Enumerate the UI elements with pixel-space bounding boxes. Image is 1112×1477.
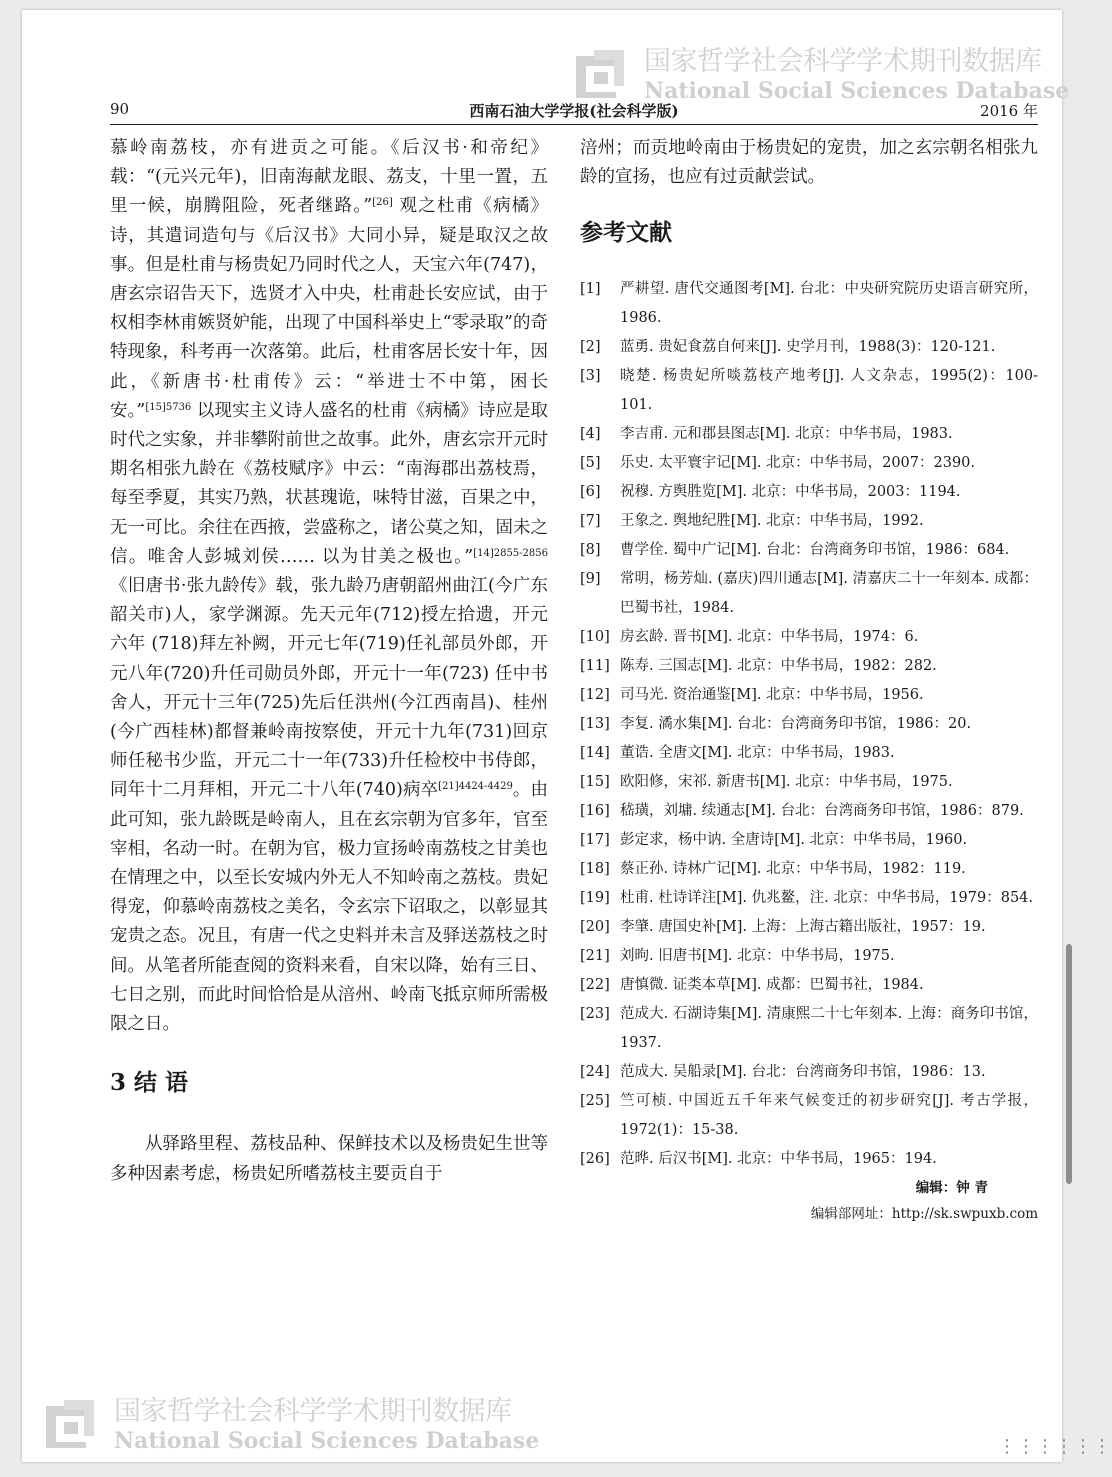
section-heading-conclusion: 3 结 语 [110,1069,189,1097]
conclusion-continuation: 涪州；而贡地岭南由于杨贵妃的宠贵，加之玄宗朝名相张九龄的宣扬，也应有过贡献尝试。 [580,138,1038,188]
reference-item [580,507,1038,536]
reference-item [580,565,1038,623]
reference-text: 曹学佺. 蜀中广记[M]. 台北：台湾商务印书馆，1986：684. [620,542,1010,559]
reference-number: [6] [580,484,601,501]
more-menu-icon[interactable]: ⋮⋮⋮⋮⋮⋮ [998,1436,1112,1457]
reference-text: 欧阳修，宋祁. 新唐书[M]. 北京：中华书局，1975. [620,774,953,791]
citation: [14]2855-2856 [473,547,548,559]
scrollbar[interactable] [1066,944,1072,1184]
body-text-1: 慕岭南荔枝，亦有进贡之可能。《后汉书·和帝纪》载：“(元兴元年)，旧南海献龙眼、荔支，十里一置，五里一候，崩腾阻险，死者继路。” [110,138,548,217]
page-header [110,96,1038,125]
reference-number: [10] [580,629,610,646]
reference-number: [21] [580,948,610,965]
reference-item [580,652,1038,681]
reference-number: [23] [580,1006,610,1023]
body-text-3: 以现实主义诗人盛名的杜甫《病橘》诗应是取时代之实象，并非攀附前世之故事。此外，唐玄宗开元时期名相张九龄在《荔枝赋序》中云：“南海郡出荔枝焉，每至季夏，其实乃熟，状甚瑰诡，味特甘滋，百果之中，无一可比。余往在西掖，尝盛称之，诸公莫之知，固未之信。唯舍人彭城刘侯…… 以为甘美之极也。” [110,400,548,567]
body-text-4: 《旧唐书·张九龄传》载，张九龄乃唐朝韶州曲江(今广东韶关市)人，家学渊源。先天元年(712)授左拾遗，开元六年 (718)拜左补阙，开元七年(719)任礼部员外郎，开元八年(720)升任司勋员外郎，开元十一年(723) 任中书舍人，开元十三年(725)先后任洪州(今江西南昌)、桂州(今广西桂林)都督兼岭南按察使，开元十九年(731)回京师任秘书少监，开元二十一年(733)升任检校中书侍郎，同年十二月拜相，开元二十八年(740)病卒 [110,576,548,801]
reference-item [580,536,1038,565]
reference-item [580,884,1038,913]
issue-year: 2016 年 [980,102,1038,120]
reference-text: 李复. 潏水集[M]. 台北：台湾商务印书馆，1986：20. [620,716,972,733]
reference-item [580,623,1038,652]
reference-text: 乐史. 太平寰宇记[M]. 北京：中华书局，2007：2390. [620,455,976,472]
reference-item [580,1145,1038,1174]
reference-text: 范成大. 吴船录[M]. 台北：台湾商务印书馆，1986：13. [620,1064,986,1081]
body-text-2: 观之杜甫《病橘》诗，其遣词造句与《后汉书》大同小异，疑是取汉之故事。但是杜甫与杨贵妃乃同时代之人，天宝六年(747)，唐玄宗诏告天下，选贤才入中央，杜甫赴长安应试，由于权相李林甫嫉贤妒能，出现了中国科举史上“零录取”的奇特现象，科考再一次落第。此后，杜甫客居长安十年，因此，《新唐书·杜甫传》云：“举进士不中第，困长安。” [110,196,549,421]
reference-number: [16] [580,803,610,820]
watermark-cn: 国家哲学社会科学学术期刊数据库 [644,46,1042,77]
reference-text: 嵇璜，刘墉. 续通志[M]. 台北：台湾商务印书馆，1986：879. [620,803,1024,820]
reference-number: [11] [580,658,610,675]
reference-number: [3] [580,368,601,385]
reference-number: [20] [580,919,610,936]
reference-item [580,420,1038,449]
reference-text: 王象之. 舆地纪胜[M]. 北京：中华书局，1992. [620,513,924,530]
reference-number: [1] [580,281,601,298]
reference-item [580,681,1038,710]
page-number: 90 [110,100,130,118]
reference-text: 彭定求，杨中讷. 全唐诗[M]. 北京：中华书局，1960. [620,832,968,849]
watermark-cn: 国家哲学社会科学学术期刊数据库 [114,1396,512,1427]
reference-item [580,1000,1038,1058]
citation: [15]5736 [145,401,192,413]
body-text-5: 。由此可知，张九龄既是岭南人，且在玄宗朝为官多年，官至宰相，名动一时。在朝为官，极力宣扬岭南荔枝之甘美也在情理之中，以至长安城内外无人不知岭南之荔枝。贵妃得宠，仰慕岭南荔枝之美名，令玄宗下诏取之，以彰显其宠贵之态。况且，有唐一代之史料并未言及驿送荔枝之时间。从笔者所能查阅的资料来看，自宋以降，始有三日、七日之别，而此时间恰恰是从涪州、岭南飞抵京师所需极限之日。 [110,780,548,1035]
reference-text: 董诰. 全唐文[M]. 北京：中华书局，1983. [620,745,895,762]
reference-number: [13] [580,716,610,733]
reference-number: [15] [580,774,610,791]
reference-text: 竺可桢. 中国近五千年来气候变迁的初步研究[J]. 考古学报，1972(1)：15-38. [620,1093,1038,1139]
references-heading: 参考文献 [580,219,672,247]
reference-number: [24] [580,1064,610,1081]
editor-credit: 编辑：钟 青 [915,1180,988,1197]
reference-item [580,362,1038,420]
left-column [110,134,548,1189]
reference-number: [14] [580,745,610,762]
watermark-en: National Social Sciences Database [644,78,1070,104]
reference-number: [8] [580,542,601,559]
citation: [26] [372,197,393,209]
database-logo-icon [42,1396,98,1452]
reference-item [580,826,1038,855]
reference-item [580,1087,1038,1145]
reference-item [580,855,1038,884]
reference-text: 范成大. 石湖诗集[M]. 清康熙二十七年刻本. 上海：商务印书馆，1937. [620,1006,1038,1052]
reference-item [580,449,1038,478]
reference-item [580,478,1038,507]
reference-item [580,710,1038,739]
reference-text: 严耕望. 唐代交通图考[M]. 台北：中央研究院历史语言研究所，1986. [620,281,1038,327]
reference-text: 杜甫. 杜诗详注[M]. 仇兆鳌，注. 北京：中华书局，1979：854. [620,890,1034,907]
citation: [21]4424-4429 [438,781,513,793]
right-column [580,134,1038,1222]
reference-item [580,913,1038,942]
reference-number: [12] [580,687,610,704]
reference-number: [17] [580,832,610,849]
reference-number: [2] [580,339,601,356]
reference-item [580,768,1038,797]
reference-text: 蔡正孙. 诗林广记[M]. 北京：中华书局，1982：119. [620,861,966,878]
journal-title: 西南石油大学学报(社会科学版) [469,102,679,120]
reference-text: 晓楚. 杨贵妃所啖荔枝产地考[J]. 人文杂志，1995(2)：100-101. [620,368,1038,414]
reference-text: 刘昫. 旧唐书[M]. 北京：中华书局，1975. [620,948,895,965]
reference-text: 范晔. 后汉书[M]. 北京：中华书局，1965：194. [620,1151,937,1168]
reference-number: [18] [580,861,610,878]
reference-item [580,739,1038,768]
reference-text: 李肇. 唐国史补[M]. 上海：上海古籍出版社，1957：19. [620,919,986,936]
reference-number: [22] [580,977,610,994]
reference-number: [4] [580,426,601,443]
reference-text: 李吉甫. 元和郡县图志[M]. 北京：中华书局，1983. [620,426,953,443]
reference-item [580,1058,1038,1087]
reference-number: [26] [580,1151,610,1168]
reference-number: [7] [580,513,601,530]
watermark-en: National Social Sciences Database [114,1428,540,1454]
reference-text: 陈寿. 三国志[M]. 北京：中华书局，1982：282. [620,658,937,675]
reference-list [580,275,1038,1174]
reference-text: 司马光. 资治通鉴[M]. 北京：中华书局，1956. [620,687,924,704]
reference-item [580,797,1038,826]
conclusion-paragraph: 从驿路里程、荔枝品种、保鲜技术以及杨贵妃生世等多种因素考虑，杨贵妃所嗜荔枝主要贡自于 [110,1134,548,1184]
reference-item [580,275,1038,333]
reference-text: 唐慎微. 证类本草[M]. 成都：巴蜀书社，1984. [620,977,924,994]
database-logo-icon [572,46,628,102]
reference-item [580,942,1038,971]
reference-item [580,333,1038,362]
reference-number: [25] [580,1093,610,1110]
document-page [22,10,1070,1462]
reference-number: [5] [580,455,601,472]
reference-number: [9] [580,571,601,588]
reference-item [580,971,1038,1000]
reference-text: 蓝勇. 贵妃食荔自何来[J]. 史学月刊，1988(3)：120-121. [620,339,996,356]
body-paragraph [110,134,548,1039]
reference-text: 房玄龄. 晋书[M]. 北京：中华书局，1974：6. [620,629,919,646]
reference-text: 祝穆. 方舆胜览[M]. 北京：中华书局，2003：1194. [620,484,961,501]
reference-number: [19] [580,890,610,907]
reference-text: 常明，杨芳灿. (嘉庆)四川通志[M]. 清嘉庆二十一年刻本. 成都：巴蜀书社，1984. [620,571,1038,617]
editorial-website[interactable]: 编辑部网址：http://sk.swpuxb.com [810,1206,1038,1223]
